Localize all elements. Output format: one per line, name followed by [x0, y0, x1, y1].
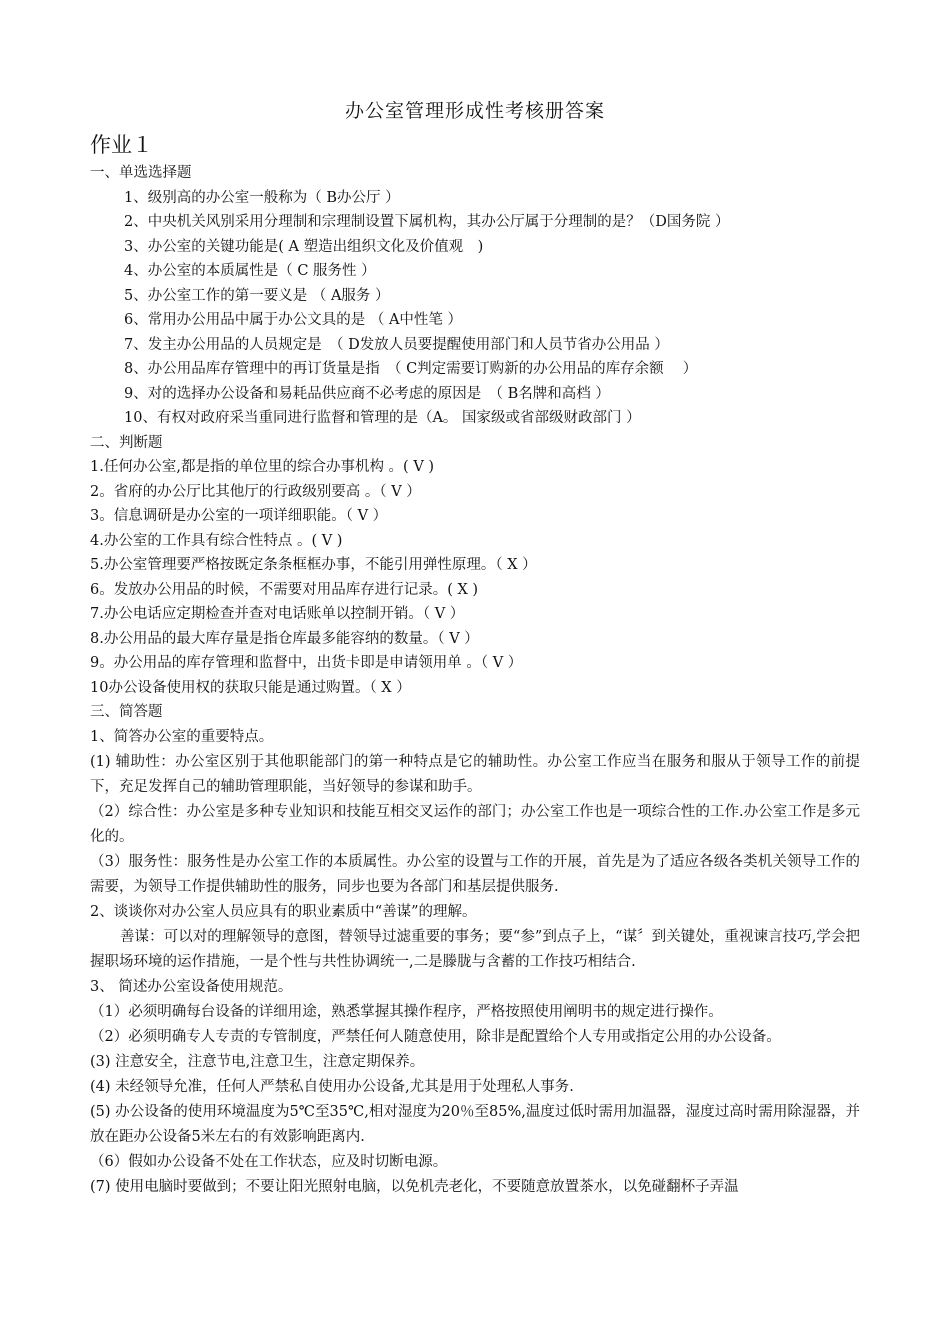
single-choice-item: 1、级别高的办公室一般称为（ B办公厅 ） — [124, 189, 400, 206]
document-page — [90, 96, 860, 1200]
answer-3-paragraph: (5) 办公设备的使用环境温度为5℃至35℃,相对湿度为20％至85%,温度过低时需用加温器，湿度过高时需用除湿器，并放在距办公设备5米左右的有效影响距离内. — [90, 1103, 860, 1145]
true-false-item: 5.办公室管理要严格按既定条条框框办事，不能引用弹性原理。（ X ） — [90, 557, 537, 573]
true-false-item: 7.办公电话应定期检查并查对电话账单以控制开销。（ V ） — [90, 606, 465, 622]
answer-1-paragraph: (1) 辅助性：办公室区别于其他职能部门的第一种特点是它的辅助性。办公室工作应当在服务和服从于领导工作的前提下，充足发挥自己的辅助管理职能，当好领导的参谋和助手。 — [90, 753, 860, 795]
question-3: 3、 简述办公室设备使用规范。 — [90, 978, 293, 995]
answer-3-paragraph: (7) 使用电脑时要做到；不要让阳光照射电脑，以免机壳老化，不要随意放置茶水，以免碰翻杯子弄温 — [90, 1178, 739, 1195]
single-choice-item: 4、办公室的本质属性是（ C 服务性 ） — [124, 263, 376, 279]
single-choice-item: 9、对的选择办公设备和易耗品供应商不必考虑的原因是 （ B名牌和高档 ） — [124, 385, 610, 402]
single-choice-item: 5、办公室工作的第一要义是 （ A服务 ） — [124, 287, 390, 304]
answer-3-paragraph: (4) 未经领导允准，任何人严禁私自使用办公设备,尤其是用于处理私人事务. — [90, 1078, 574, 1095]
true-false-list — [90, 455, 860, 700]
true-false-item: 6。发放办公用品的时候，不需要对用品库存进行记录。( X ) — [90, 581, 479, 598]
answer-2-paragraph: 善谋：可以对的理解领导的意图，替领导过滤重要的事务；要“参”到点子上，“谋〞到关键处，重视谏言技巧,学会把握职场环境的运作措施，一是个性与共性协调统一,二是滕胧与含蓄的工作技巧相结合. — [90, 928, 860, 970]
answer-3-paragraph: （2）必须明确专人专责的专管制度，严禁任何人随意使用，除非是配置给个人专用或指定公用的办公设备。 — [90, 1028, 781, 1045]
single-choice-item: 6、常用办公用品中属于办公文具的是 （ A中性笔 ） — [124, 312, 463, 328]
single-choice-item: 8、办公用品库存管理中的再订货量是指 （ C判定需要订购新的办公用品的库存余额 ） — [124, 361, 698, 377]
true-false-item: 4.办公室的工作具有综合性特点 。( V ) — [90, 532, 343, 549]
true-false-item: 9。办公用品的库存管理和监督中，出货卡即是申请领用单 。（ V ） — [90, 655, 523, 671]
answer-3-paragraph: （1）必须明确每台设备的详细用途，熟悉掌握其操作程序，严格按照使用阐明书的规定进行操作。 — [90, 1003, 723, 1020]
section-heading-short-answer: 三、简答题 — [90, 704, 163, 720]
true-false-item: 1.任何办公室,都是指的单位里的综合办事机构 。( V ) — [90, 459, 435, 475]
true-false-item: 10办公设备使用权的获取只能是通过购置。（ X ） — [90, 679, 411, 696]
single-choice-item: 7、发主办公用品的人员规定是 （ D发放人员要提醒使用部门和人员节省办公用品 ） — [124, 336, 669, 353]
homework-heading: 作业１ — [90, 133, 153, 157]
single-choice-list — [90, 186, 860, 431]
question-2: 2、谈谈你对办公室人员应具有的职业素质中“善谋”的理解。 — [90, 903, 477, 920]
section-heading-single-choice: 一、单选选择题 — [90, 165, 192, 181]
true-false-item: 2。省府的办公厅比其他厅的行政级别要高 。（ V ） — [90, 483, 421, 500]
answer-3-paragraph: （6）假如办公设备不处在工作状态，应及时切断电源。 — [90, 1153, 448, 1170]
question-1: 1、简答办公室的重要特点。 — [90, 728, 274, 745]
true-false-item: 3。信息调研是办公室的一项详细职能。（ V ） — [90, 508, 388, 524]
single-choice-item: 10、有权对政府采当重同进行监督和管理的是（A。 国家级或省部级财政部门 ） — [124, 410, 641, 426]
true-false-item: 8.办公用品的最大库存量是指仓库最多能容纳的数量。（ V ） — [90, 630, 479, 647]
single-choice-item: 3、办公室的关键功能是( A 塑造出组织文化及价值观 ) — [124, 238, 484, 255]
answer-1-paragraph: （2）综合性：办公室是多种专业知识和技能互相交叉运作的部门；办公室工作也是一项综合性的工作.办公室工作是多元化的。 — [90, 803, 860, 845]
section-heading-true-false: 二、判断题 — [90, 434, 163, 451]
document-title: 办公室管理形成性考核册答案 — [344, 100, 605, 122]
answer-1-paragraph: （3）服务性：服务性是办公室工作的本质属性。办公室的设置与工作的开展，首先是为了适应各级各类机关领导工作的需要，为领导工作提供辅助性的服务，同步也要为各部门和基层提供服务. — [90, 853, 860, 895]
single-choice-item: 2、中央机关风别采用分理制和宗理制设置下属机构，其办公厅属于分理制的是？（D国务院 ） — [124, 214, 730, 230]
answer-3-paragraph: (3) 注意安全，注意节电,注意卫生，注意定期保养。 — [90, 1053, 425, 1070]
